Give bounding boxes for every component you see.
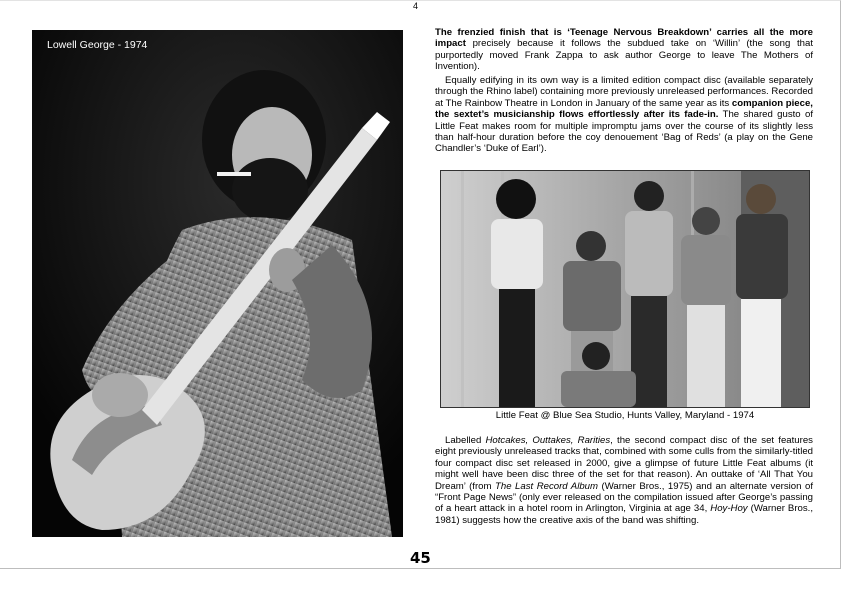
right-photo-caption: Little Feat @ Blue Sea Studio, Hunts Valley, Maryland - 1974 [495,410,755,421]
paragraph-1-bold: The frenzied finish that is ‘Teenage Nervous Breakdown’ carries all the more impact [435,27,813,50]
paragraph-3 [435,435,813,526]
paragraph-2-a: Equally edifying in its own way is a limited edition compact disc (available separately through the Rhino label) containing more previously unreleased performances. Recorded at The Rainbow Theatre in London in January of the same year as its [435,75,813,109]
paragraph-2-bold: companion piece, the sextet’s musicianship flows effortlessly after its fade-in. [435,97,813,121]
album-title-hoy-hoy: Hoy-Hoy [710,503,748,515]
paragraph-3-d: (Warner Bros., 1981) suggests how the creative axis of the band was shifting. [435,503,813,526]
paragraph-1 [435,27,813,73]
lowell-george-photo [32,30,403,537]
paragraph-2 [435,75,813,155]
top-page-number: 4 [413,1,419,11]
album-title-hotcakes: Hotcakes, Outtakes, Rarities [485,435,611,446]
paragraph-3-c: (Warner Bros., 1975) and an alternate version of “Front Page News” (only ever released on the compilation issued after George’s passing of a heart attack in a hotel room in Arlington, Virginia at age 34, [435,480,813,515]
left-photo-caption: Lowell George - 1974 [47,39,148,51]
guitarist-illustration [32,30,403,537]
paragraph-3-a: Labelled [445,435,486,446]
little-feat-band-photo [440,170,810,408]
paragraph-3-b: , the second compact disc of the set features eight previously unreleased tracks that, combined with some culls from the similarly-titled four compact disc set released in 2000, give a glimpse of future Little Feat albums (it might well have been disc three of the set for that reason). An outtake of ‘All That You Dream’ (from [435,435,813,492]
album-title-last-record: The Last Record Album [495,480,598,492]
paragraph-2-b: The shared gusto of Little Feat makes room for multiple impromptu jams over the course of its slightly less than half-hour duration before the coy denouement ‘Bag of Reds’ (a play on the Gene Chandler’s ‘Duke of Earl’). [435,109,814,155]
band-illustration [441,171,809,407]
paragraph-1-rest: precisely because it follows the subdued take on ‘Willin’ (the song that purportedly moved Frank Zappa to ask author George to leave The Mothers of Invention). [435,38,813,73]
page-number: 45 [410,549,431,567]
